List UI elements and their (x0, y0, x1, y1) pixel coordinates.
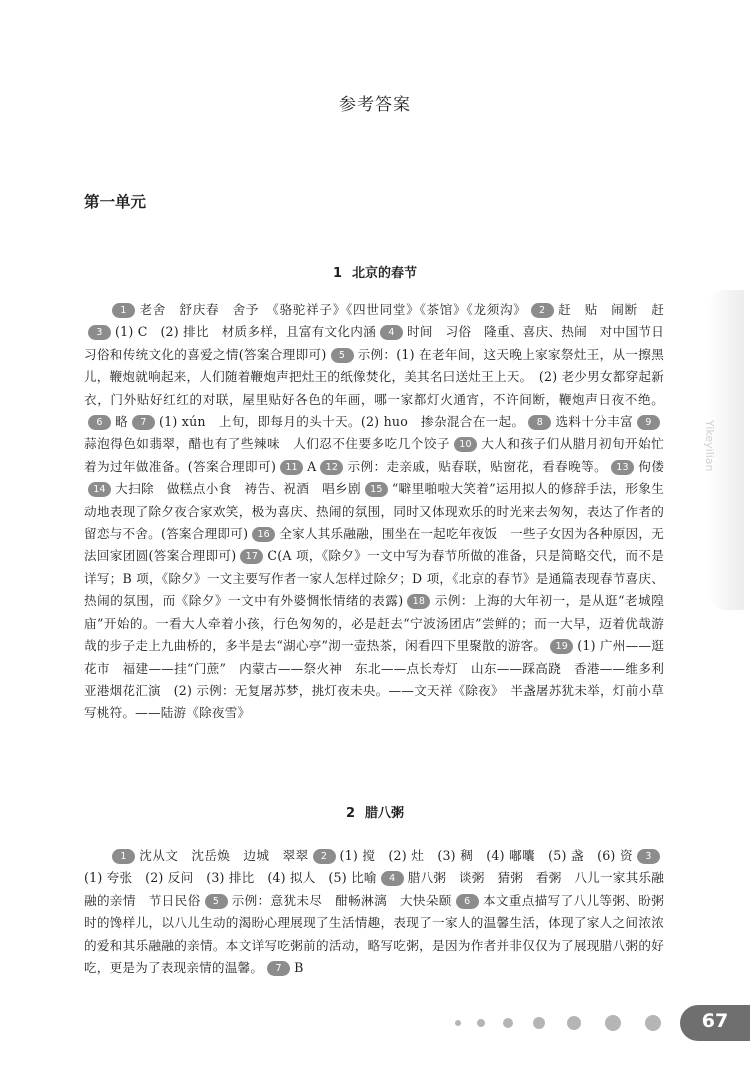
footer-dot (503, 1018, 513, 1028)
question-number-badge: 9 (637, 415, 660, 430)
question-number-badge: 6 (456, 894, 479, 909)
question-number-badge: 2 (531, 303, 554, 318)
answer-paragraph (84, 845, 664, 979)
question-number-badge: 6 (88, 415, 111, 430)
answer-text: 赶 贴 闹断 赶 (557, 302, 664, 317)
answer-text: 本文重点描写了八儿等粥、盼粥时的馋样儿，以八儿生动的渴盼心理展现了生活情趣，表现了一家人的温馨生活，体现了家人之间浓浓的爱和其乐融融的亲情。本文详写吃粥前的活动，略写吃粥，是因为作者并非仅仅为了展现腊八粥的好吃，更是为了表现亲情的温馨。 (84, 892, 664, 976)
footer-dot (645, 1015, 661, 1031)
answer-text: (1) 搅 (2) 灶 (3) 稠 (4) 嘟囔 (5) 盏 (6) 资 (339, 848, 633, 863)
answer-text: “噼里啪啦大笑着”运用拟人的修辞手法，形象生动地表现了除夕夜合家欢笑，极为喜庆、热闹的氛围，同时又体现欢乐的时光来去匆匆，表达了作者的留恋与不舍。(答案合理即可) (84, 481, 664, 542)
question-number-badge: 10 (454, 437, 477, 452)
lesson-1-name: 北京的春节 (352, 266, 418, 281)
answer-text: A (307, 458, 317, 474)
footer-dot (567, 1016, 581, 1030)
answer-text: (1) 广州——逛花市 福建——挂“门蔗” 内蒙古——祭火神 东北——点长寿灯 山东——踩高跷 香港——维多利亚港烟花汇演 (2) 示例：无复屠苏梦，挑灯夜未央。——文天祥《除夜》 半盏屠苏犹未举，灯前小草写桃符。——陆游《除夜雪》 (84, 638, 664, 721)
side-watermark-text: Yikeyilian (703, 420, 716, 472)
answer-text: 全家人其乐融融，围坐在一起吃年夜饭 一些子女因为各种原因，无法回家团圆(答案合理即可) (84, 526, 664, 564)
answer-text: 佝偻 (638, 458, 664, 474)
footer-dot (533, 1017, 545, 1029)
answer-text: 老舍 舒庆春 舍予 《骆驼祥子》《四世同堂》《茶馆》《龙须沟》 (139, 302, 527, 317)
footer-dot (605, 1015, 621, 1031)
question-number-badge: 2 (313, 849, 336, 864)
footer-dot (477, 1019, 485, 1027)
question-number-badge: 8 (528, 415, 551, 430)
answer-text: 大人和孩子们从腊月初旬开始忙着为过年做准备。(答案合理即可) (84, 436, 664, 474)
answer-text: 示例：意犹未尽 酣畅淋漓 大快朵颐 (231, 892, 452, 908)
lesson-2-title (0, 802, 750, 821)
answer-text: 示例：上海的大年初一，是从逛“老城隍庙”开始的。一看大人牵着小孩，行色匆匆的，必是赶去“宁波汤团店”尝鲜的；而一大早，迈着优哉游哉的步子走上九曲桥的，多半是去“湖心亭”沏一壶热茶，闲看四下里聚散的游客。 (84, 593, 664, 654)
question-number-badge: 5 (205, 894, 228, 909)
lesson-2-name: 腊八粥 (365, 806, 405, 821)
lesson-2-number: 2 (345, 806, 356, 821)
page-title: 参考答案 (339, 95, 411, 115)
unit-title: 第一单元 (84, 193, 147, 211)
question-number-badge: 1 (112, 303, 135, 318)
question-number-badge: 1 (112, 849, 135, 864)
answer-text: 选料十分丰富 (555, 414, 633, 430)
question-number-badge: 14 (88, 482, 111, 497)
question-number-badge: 3 (637, 849, 660, 864)
question-number-badge: 3 (88, 325, 111, 340)
lesson-2-answers (84, 845, 664, 979)
question-number-badge: 7 (132, 415, 155, 430)
question-number-badge: 18 (407, 594, 430, 609)
question-number-badge: 13 (611, 460, 634, 475)
answer-text: 腊八粥 谈粥 猜粥 看粥 八儿一家其乐融融的亲情 节日民俗 (84, 870, 665, 908)
question-number-badge: 5 (331, 348, 354, 363)
question-number-badge: 11 (280, 460, 303, 475)
page-number: 67 (701, 1010, 729, 1032)
question-number-badge: 4 (381, 871, 404, 886)
footer-dot (455, 1020, 461, 1026)
question-number-badge: 15 (365, 482, 388, 497)
answer-text: B (294, 960, 304, 976)
answer-text: C(A 项，《除夕》一文中写为春节所做的准备，只是简略交代，而不是详写；B 项，《除夕》一文主要写作者一家人怎样过除夕；D 项，《北京的春节》是通篇表现春节喜庆、热闹的氛围，而《除夕》一文中有外婆惆怅情绪的表露) (84, 548, 664, 609)
answer-text: 大扫除 做糕点小食 祷告、祝酒 唱乡剧 (115, 481, 361, 497)
lesson-1-answers (84, 299, 664, 725)
answer-text: 沈从文 沈岳焕 边城 翠翠 (139, 848, 309, 863)
question-number-badge: 17 (240, 549, 263, 564)
answer-text: 时间 习俗 隆重、喜庆、热闹 对中国节日习俗和传统文化的喜爱之情(答案合理即可) (84, 324, 665, 362)
lesson-1-title (0, 262, 750, 281)
question-number-badge: 12 (320, 460, 343, 475)
question-number-badge: 19 (550, 639, 573, 654)
answer-text: 示例：走亲戚，贴春联，贴窗花，看春晚等。 (347, 458, 608, 474)
answer-text: 略 (115, 414, 129, 430)
answer-paragraph (84, 299, 664, 725)
answer-text: (1) xún 上旬，即每月的头十天。(2) huo 掺杂混合在一起。 (159, 414, 525, 430)
question-number-badge: 4 (380, 325, 403, 340)
answer-text: 示例：(1) 在老年间，这天晚上家家祭灶王，从一擦黑儿，鞭炮就响起来，人们随着鞭炮声把灶王的纸像焚化，美其名曰送灶王上天。 (2) 老少男女都穿起新衣，门外贴好红红的对联，屋里贴好各色的年画，哪一家都灯火通宵，不许间断，鞭炮声日夜不绝。 (84, 346, 665, 407)
question-number-badge: 16 (252, 527, 275, 542)
answer-text: (1) C (2) 排比 材质多样，且富有文化内涵 (115, 324, 376, 340)
lesson-1-number: 1 (332, 266, 343, 281)
answer-text: (1) 夸张 (2) 反问 (3) 排比 (4) 拟人 (5) 比喻 (84, 870, 377, 886)
answer-text: 蒜泡得色如翡翠，醋也有了些辣味 人们忍不住要多吃几个饺子 (84, 436, 450, 452)
question-number-badge: 7 (267, 961, 290, 976)
